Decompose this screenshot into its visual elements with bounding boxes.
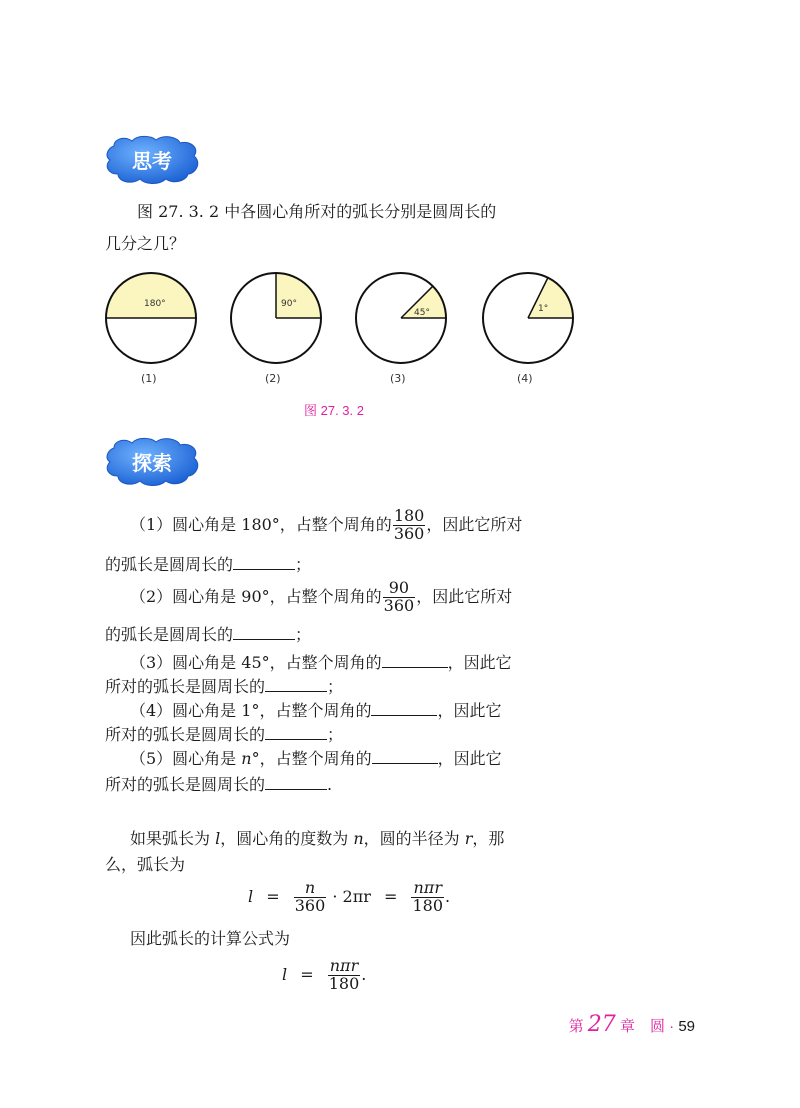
item-1-line-1: （1）圆心角是 180°，占整个周角的 $\frac{180}{360}$ ，因此它所对 xyxy=(130,506,523,543)
think-question: 图 27. 3. 2 中各圆心角所对的弧长分别是圆周长的 几分之几？ xyxy=(105,202,497,253)
circle-2 xyxy=(231,273,321,363)
item-4-line-2: 所对的弧长是圆周长的 ； xyxy=(105,725,344,744)
page-number: 59 xyxy=(678,1018,695,1035)
item-2-line-1: （2）圆心角是 90°，占整个周角的 $\frac{90}{360}$ ，因此它所对 xyxy=(130,578,513,615)
blank-2[interactable] xyxy=(233,623,295,640)
paragraph-2: 么，弧长为 xyxy=(105,855,186,874)
angle-label-1: 180° xyxy=(144,299,166,309)
blank-3a[interactable] xyxy=(382,651,448,668)
angle-label-2: 90° xyxy=(281,299,297,309)
think-badge xyxy=(102,134,202,186)
item-1-line-2: 的弧长是圆周长的 ； xyxy=(105,555,312,574)
explore-badge-text: 探索 xyxy=(132,451,172,475)
blank-1[interactable] xyxy=(233,553,295,570)
circle-1 xyxy=(106,273,196,363)
paragraph-1: 如果弧长为 l，圆心角的度数为 n，圆的半径为 r，那 xyxy=(130,829,505,848)
blank-3b[interactable] xyxy=(265,675,327,692)
think-badge-text: 思考 xyxy=(132,149,172,173)
sublabel-4: (4) xyxy=(517,372,533,385)
circle-4 xyxy=(483,273,573,363)
angle-label-3: 45° xyxy=(414,308,430,318)
item-2-line-2: 的弧长是圆周长的 ； xyxy=(105,625,312,644)
formula-2: l = $\frac{\text{nπr}}{180}$ . xyxy=(282,956,367,993)
figure-27-3-2 xyxy=(96,268,596,388)
paragraph-3: 因此弧长的计算公式为 xyxy=(130,929,291,948)
blank-5b[interactable] xyxy=(265,773,327,790)
item-5-line-1: （5）圆心角是 n°，占整个周角的 ，因此它 xyxy=(130,749,502,768)
item-5-line-2: 所对的弧长是圆周长的 . xyxy=(105,775,333,794)
blank-4b[interactable] xyxy=(265,723,327,740)
formula-1: l = $\frac{n}{360}$ · 2πr = $\frac{\text{nπr}}{180}$ . xyxy=(248,878,451,915)
circle-3 xyxy=(356,273,446,363)
blank-5a[interactable] xyxy=(372,747,438,764)
sublabel-3: (3) xyxy=(390,372,406,385)
page-footer: 第 27 章 圆 · 59 xyxy=(568,1012,695,1037)
item-4-line-1: （4）圆心角是 1°，占整个周角的 ，因此它 xyxy=(130,701,502,720)
item-3-line-1: （3）圆心角是 45°，占整个周角的 ，因此它 xyxy=(130,653,512,672)
blank-4a[interactable] xyxy=(371,699,437,716)
angle-label-4: 1° xyxy=(538,304,549,314)
figure-caption: 图 27. 3. 2 xyxy=(304,403,364,418)
sublabel-1: (1) xyxy=(141,372,157,385)
item-3-line-2: 所对的弧长是圆周长的 ； xyxy=(105,677,344,696)
sublabel-2: (2) xyxy=(265,372,281,385)
explore-badge xyxy=(102,436,202,488)
